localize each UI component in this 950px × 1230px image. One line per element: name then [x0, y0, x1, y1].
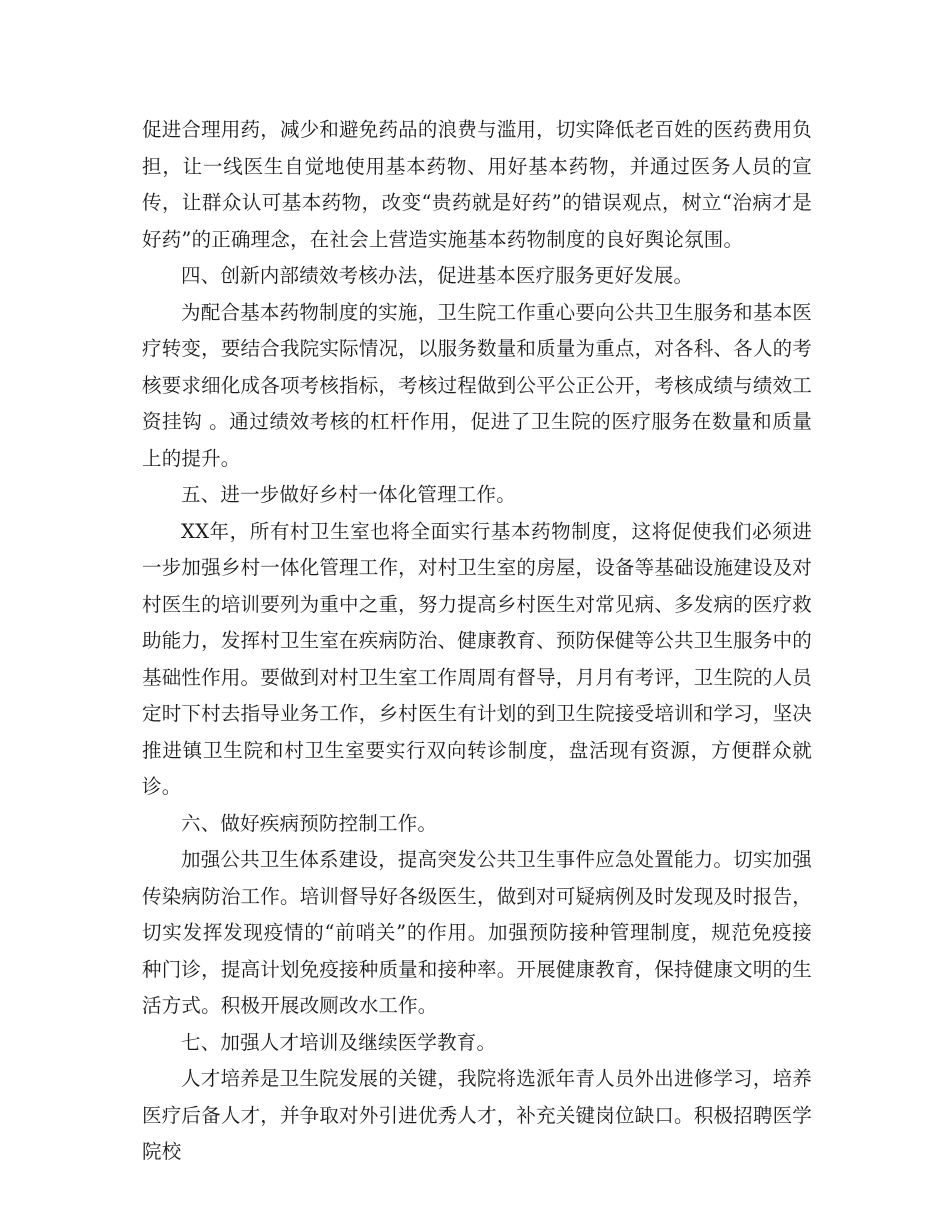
paragraph-section-5: XX年，所有村卫生室也将全面实行基本药物制度，这将促使我们必须进一步加强乡村一体化管理工作，对村卫生室的房屋，设备等基础设施建设及对村医生的培训要列为重中之重，努力提高乡村医生对常见病、多发病的医疗救助能力，发挥村卫生室在疾病防治、健康教育、预防保健等公共卫生服务中的基础性作用。要做到对村卫生室工作周周有督导，月月有考评，卫生院的人员定时下村去指导业务工作，乡村医生有计划的到卫生院接受培训和学习，坚决推进镇卫生院和村卫生室要实行双向转诊制度，盘活现有资源，方便群众就诊。 — [142, 519, 812, 798]
paragraph-continuation: 促进合理用药，减少和避免药品的浪费与滥用，切实降低老百姓的医药费用负担，让一线医生自觉地使用基本药物、用好基本药物，并通过医务人员的宣传，让群众认可基本药物，改变“贵药就是好药”的错误观点，树立“治病才是好药”的正确理念，在社会上营造实施基本药物制度的良好舆论氛围。 — [142, 118, 812, 251]
section-heading-6: 六、做好疾病预防控制工作。 — [181, 811, 438, 835]
document-body — [142, 112, 812, 1171]
paragraph-section-4: 为配合基本药物制度的实施，卫生院工作重心要向公共卫生服务和基本医疗转变，要结合我院实际情况，以服务数量和质量为重点，对各科、各人的考核要求细化成各项考核指标，考核过程做到公平公正公开，考核成绩与绩效工资挂钩 。通过绩效考核的杠杆作用，促进了卫生院的医疗服务在数量和质量上的提升。 — [142, 300, 812, 470]
paragraph-section-6: 加强公共卫生体系建设，提高突发公共卫生事件应急处置能力。切实加强传染病防治工作。培训督导好各级医生，做到对可疑病例及时发现及时报告，切实发挥发现疫情的“前哨关”的作用。加强预防接种管理制度，规范免疫接种门诊，提高计划免疫接种质量和接种率。开展健康教育，保持健康文明的生活方式。积极开展改厕改水工作。 — [142, 848, 812, 1017]
section-heading-5: 五、进一步做好乡村一体化管理工作。 — [181, 483, 516, 506]
section-heading-4: 四、创新内部绩效考核办法，促进基本医疗服务更好发展。 — [181, 264, 694, 287]
section-heading-7: 七、加强人才培训及继续医学教育。 — [181, 1030, 497, 1054]
paragraph-section-7: 人才培养是卫生院发展的关键，我院将选派年青人员外出进修学习，培养医疗后备人才，并争取对外引进优秀人才，补充关键岗位缺口。积极招聘医学院校 — [142, 1067, 812, 1163]
